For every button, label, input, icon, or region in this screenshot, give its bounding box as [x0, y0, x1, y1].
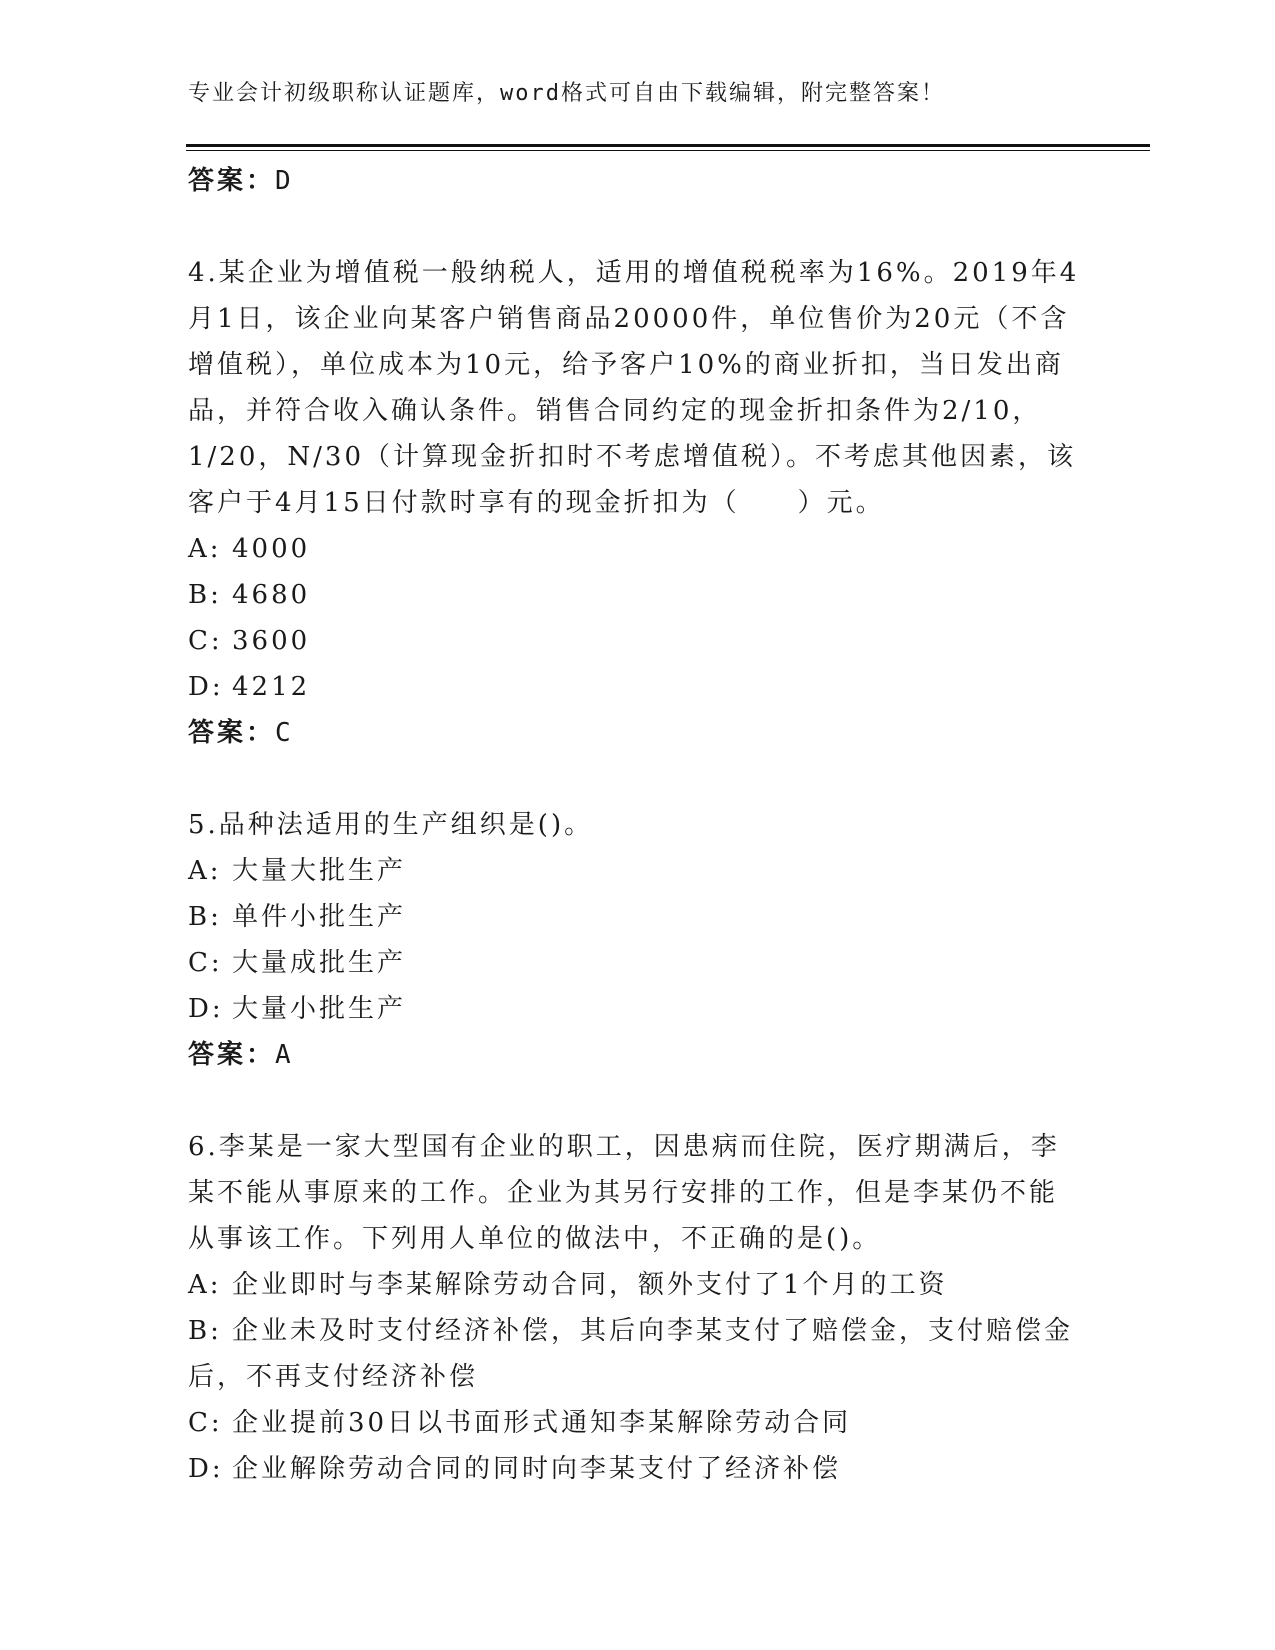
option-text: 3600: [232, 626, 311, 656]
option-label: C:: [188, 948, 223, 978]
document-body: [188, 158, 1088, 1492]
option-label: D:: [188, 672, 224, 702]
question-line: 1/20，N/30（计算现金折扣时不考虑增值税）。不考虑其他因素，该: [188, 442, 1076, 472]
option-label: C:: [188, 1408, 223, 1438]
option-text: 大量成批生产: [232, 948, 407, 978]
header-rule: [186, 144, 1150, 147]
option-text: 4680: [232, 580, 311, 610]
option-item: [188, 986, 1088, 1032]
option-text: 单件小批生产: [232, 902, 407, 932]
option-text: 大量小批生产: [232, 994, 407, 1024]
answer-line: [188, 710, 1088, 756]
option-item: [188, 1400, 1088, 1446]
option-item: [188, 618, 1088, 664]
option-label: A:: [188, 534, 222, 564]
option-item: [188, 1308, 1088, 1354]
option-label: B:: [188, 1316, 222, 1346]
question-line: 5.品种法适用的生产组织是()。: [188, 810, 594, 840]
spacer: [188, 204, 1088, 250]
option-item: [188, 894, 1088, 940]
option-label: B:: [188, 902, 222, 932]
option-label: D:: [188, 1454, 224, 1484]
option-label: A:: [188, 1270, 222, 1300]
question-line: 4.某企业为增值税一般纳税人，适用的增值税税率为16%。2019年4: [188, 258, 1080, 288]
option-label: D:: [188, 994, 224, 1024]
option-label: C:: [188, 626, 223, 656]
option-item: [188, 1262, 1088, 1308]
answer-value: D: [275, 166, 294, 196]
answer-prefix: 答案：: [188, 1040, 276, 1070]
answer-prefix: 答案：: [188, 718, 276, 748]
question-line: 从事该工作。下列用人单位的做法中，不正确的是()。: [188, 1224, 882, 1254]
option-item: [188, 664, 1088, 710]
question-line: 增值税），单位成本为10元，给予客户10%的商业折扣，当日发出商: [188, 350, 1064, 380]
spacer: [188, 1078, 1088, 1124]
question-line: 月1日，该企业向某客户销售商品20000件，单位售价为20元（不含: [188, 304, 1070, 334]
option-item: [188, 526, 1088, 572]
question-line: 品，并符合收入确认条件。销售合同约定的现金折扣条件为2/10，: [188, 396, 1042, 426]
answer-value: A: [275, 1040, 294, 1070]
question-block: [188, 250, 1088, 756]
option-item: [188, 940, 1088, 986]
option-text: 企业解除劳动合同的同时向李某支付了经济补偿: [232, 1454, 842, 1484]
option-item: [188, 572, 1088, 618]
option-text: 企业即时与李某解除劳动合同，额外支付了1个月的工资: [232, 1270, 948, 1300]
question-line: 某不能从事原来的工作。企业为其另行安排的工作，但是李某仍不能: [188, 1178, 1059, 1208]
option-label: B:: [188, 580, 222, 610]
option-text: 4212: [232, 672, 311, 702]
question-line: 6.李某是一家大型国有企业的职工，因患病而住院，医疗期满后，李: [188, 1132, 1060, 1162]
spacer: [188, 756, 1088, 802]
option-text: 企业未及时支付经济补偿，其后向李某支付了赔偿金，支付赔偿金: [232, 1316, 1074, 1346]
question-block: [188, 1124, 1088, 1492]
answer-line: [188, 1032, 1088, 1078]
option-text: 企业提前30日以书面形式通知李某解除劳动合同: [232, 1408, 852, 1438]
option-text: 大量大批生产: [232, 856, 407, 886]
option-item: [188, 1446, 1088, 1492]
header-rule-thin: [186, 150, 1150, 151]
option-continuation: 后，不再支付经济补偿: [188, 1362, 479, 1392]
option-item: [188, 848, 1088, 894]
question-block: [188, 802, 1088, 1078]
option-text: 4000: [232, 534, 311, 564]
answer-prefix: 答案：: [188, 166, 276, 196]
answer-value: C: [275, 718, 294, 748]
question-line: 客户于4月15日付款时享有的现金折扣为（ ）元。: [188, 488, 885, 518]
option-label: A:: [188, 856, 222, 886]
page-header-title: 专业会计初级职称认证题库，word格式可自由下载编辑，附完整答案！: [188, 81, 945, 106]
answer-line: [188, 158, 1088, 204]
